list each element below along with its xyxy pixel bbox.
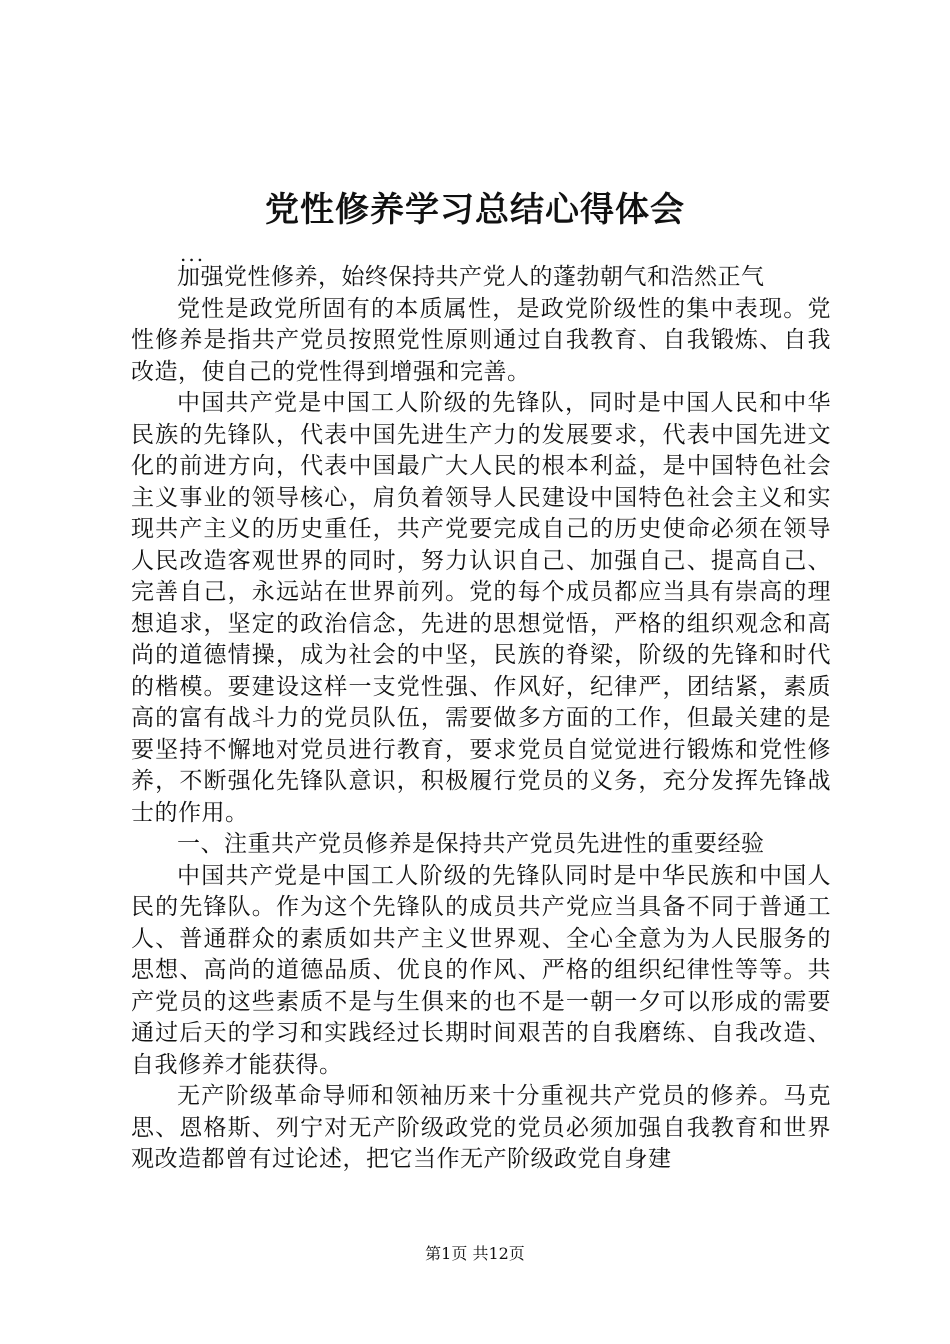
page-footer: 第1页 共12页 (425, 1244, 525, 1263)
paragraph: 中国共产党是中国工人阶级的先锋队同时是中华民族和中国人民的先锋队。作为这个先锋队的成员共产党应当具备不同于普通工人、普通群众的素质如共产主义世界观、全心全意为为人民服务的思想、高尚的道德品质、优良的作风、严格的组织纪律性等等。共产党员的这些素质不是与生俱来的也不是一朝一夕可以形成的需要通过后天的学习和实践经过长期时间艰苦的自我磨练、自我改造、自我修养才能获得。 (131, 862, 831, 1078)
paragraph: 党性是政党所固有的本质属性，是政党阶级性的集中表现。党性修养是指共产党员按照党性原则通过自我教育、自我锻炼、自我改造，使自己的党性得到增强和完善。 (131, 295, 831, 385)
paragraph: 无产阶级革命导师和领袖历来十分重视共产党员的修养。马克思、恩格斯、列宁对无产阶级政党的党员必须加强自我教育和世界观改造都曾有过论述，把它当作无产阶级政党自身建 (131, 1083, 831, 1172)
paragraph: 中国共产党是中国工人阶级的先锋队，同时是中国人民和中华民族的先锋队，代表中国先进生产力的发展要求，代表中国先进文化的前进方向，代表中国最广大人民的根本利益，是中国特色社会主义事业的领导核心，肩负着领导人民建设中国特色社会主义和实现共产主义的历史重任，共产党要完成自己的历史使命必须在领导人民改造客观世界的同时，努力认识自己、加强自己、提高自己、完善自己，永远站在世界前列。党的每个成员都应当具有崇高的理想追求，坚定的政治信念，先进的思想觉悟，严格的组织观念和高尚的道德情操，成为社会的中坚，民族的脊梁，阶级的先锋和时代的楷模。要建设这样一支党性强、作风好，纪律严，团结紧，素质高的富有战斗力的党员队伍，需要做多方面的工作，但最关建的是要坚持不懈地对党员进行教育，要求党员自觉觉进行锻炼和党性修养，不断强化先锋队意识，积极履行党员的义务，充分发挥先锋战士的作用。 (131, 390, 831, 826)
document-body (131, 262, 831, 1176)
document-title: 党性修养学习总结心得体会 (265, 190, 685, 230)
ellipsis-marker: ... (180, 242, 206, 266)
paragraph-subtitle: 加强党性修养，始终保持共产党人的蓬勃朝气和浩然正气 (177, 264, 765, 290)
section-heading: 一、注重共产党员修养是保持共产党员先进性的重要经验 (177, 831, 765, 857)
